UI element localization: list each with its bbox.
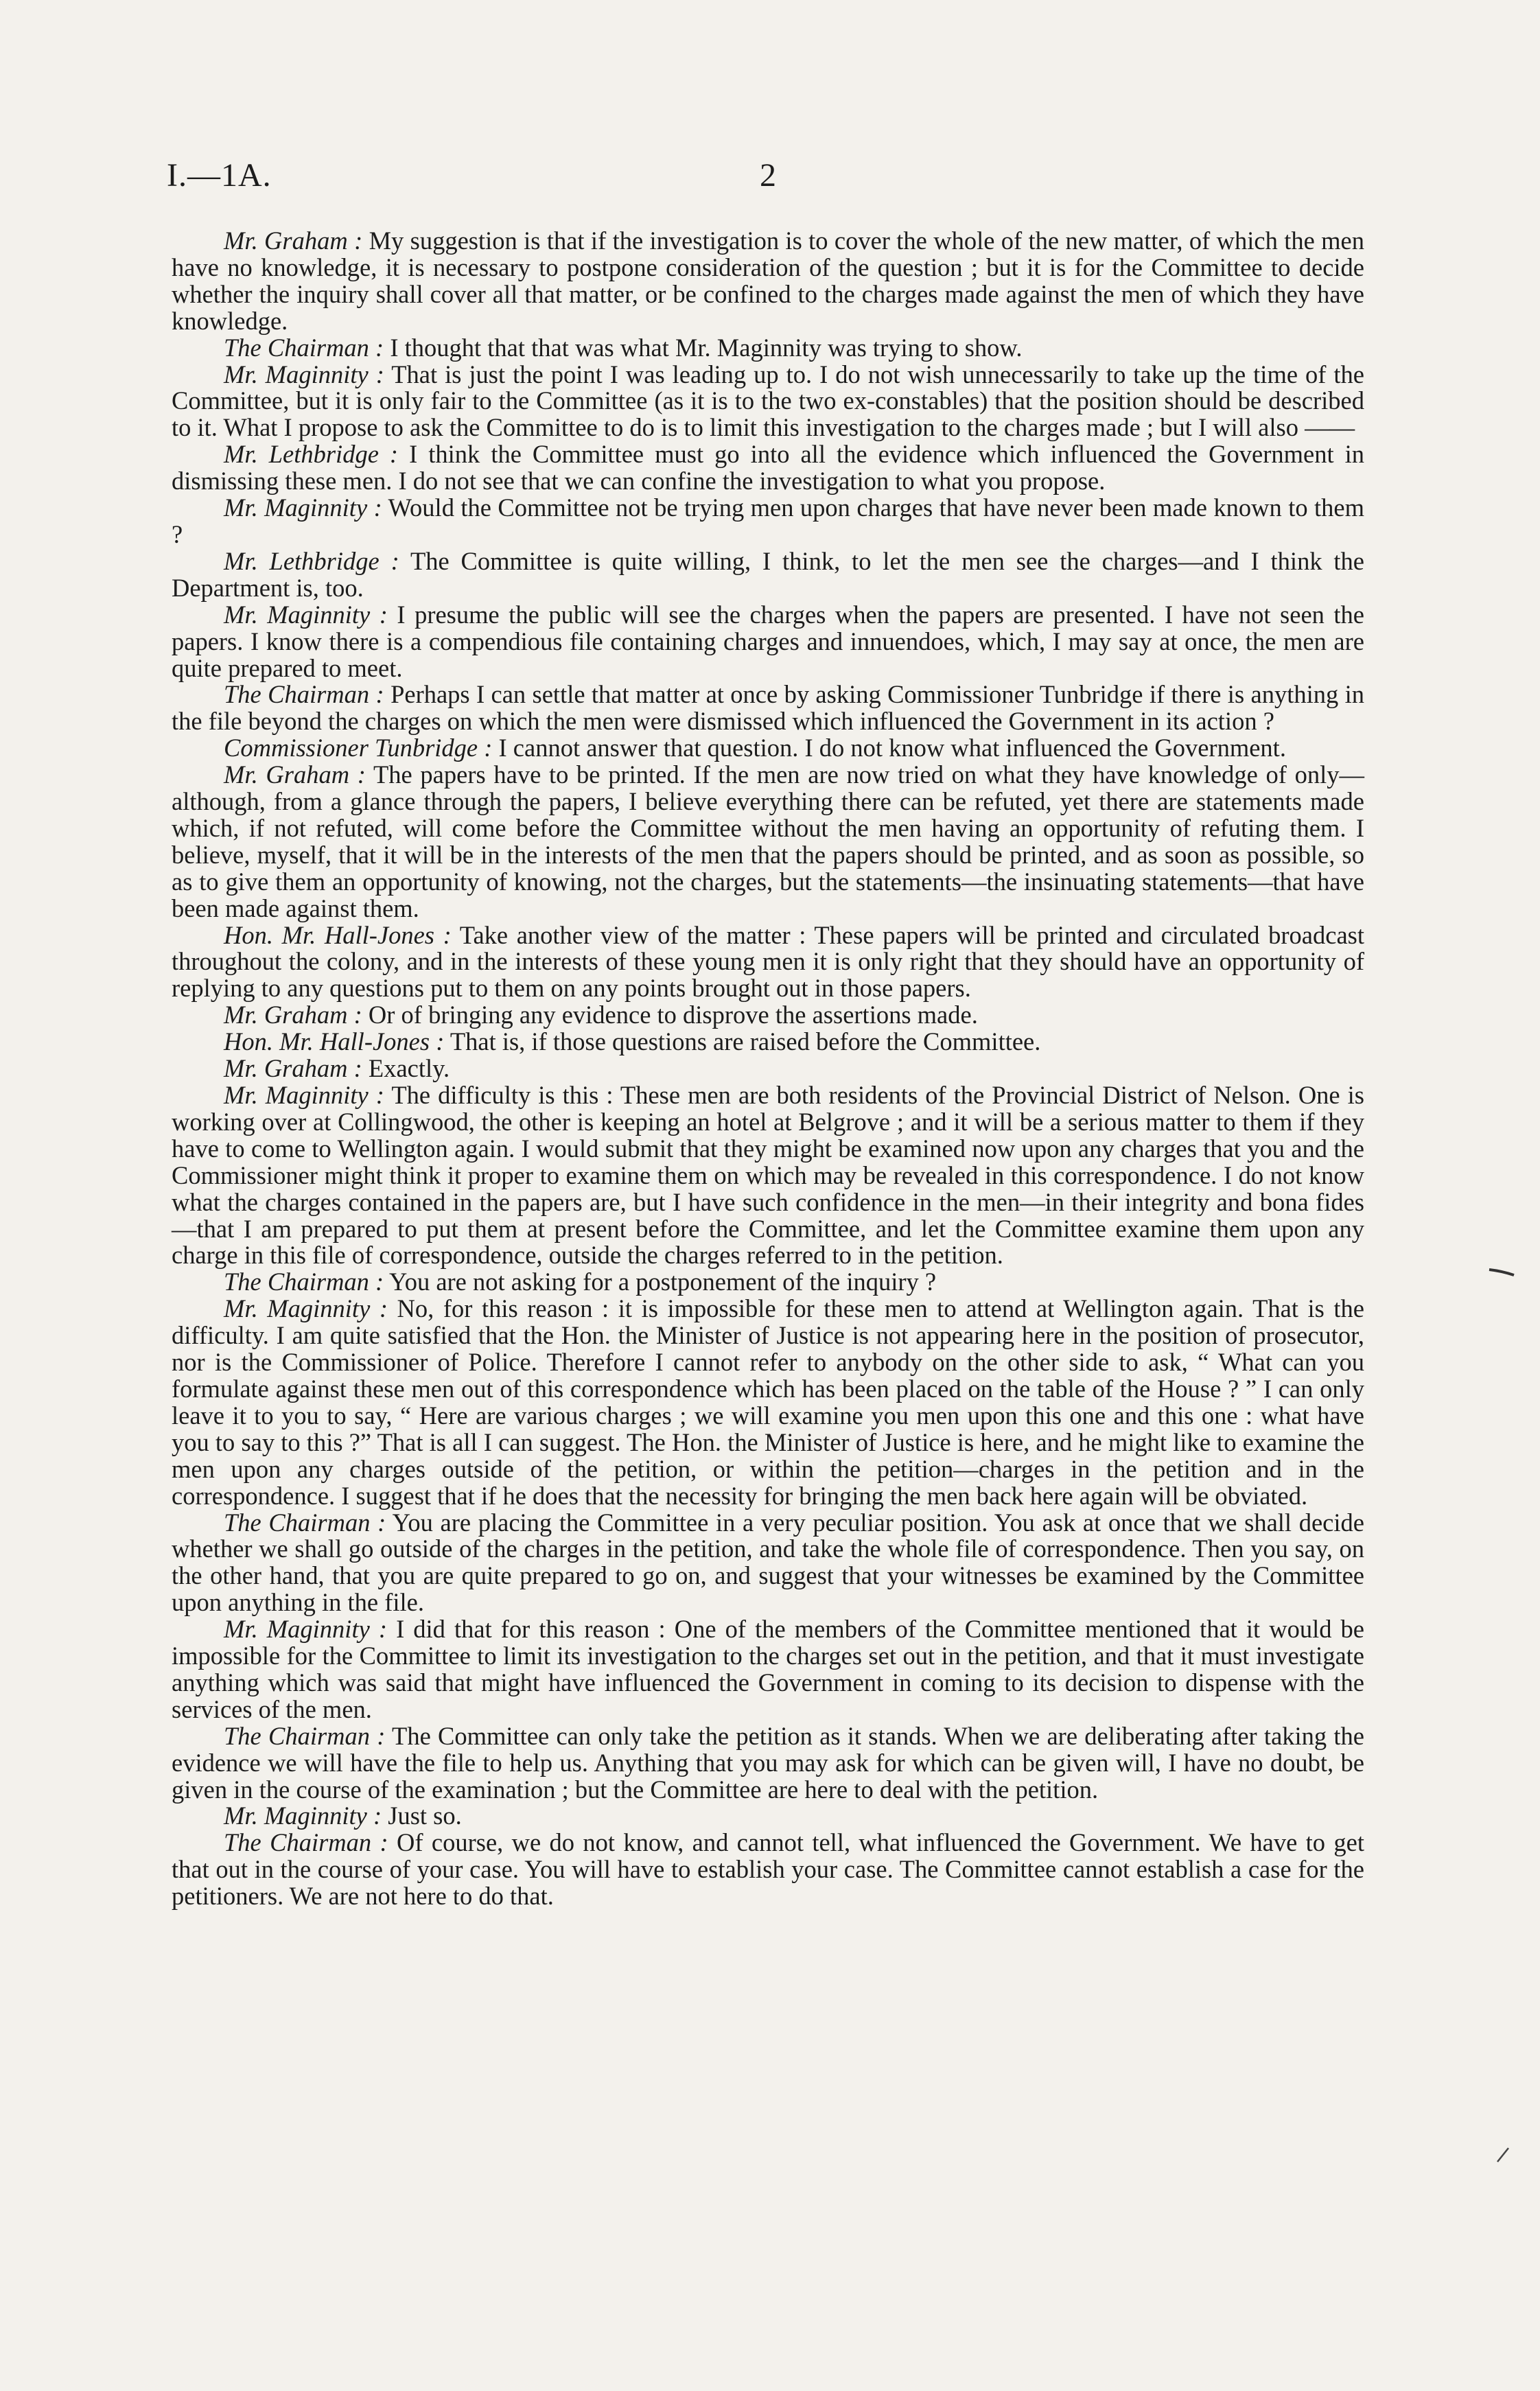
speaker-name: Hon. Mr. Hall-Jones : [224,920,452,949]
paragraph-text: You are not asking for a postponement of the inquiry ? [389,1268,937,1296]
paragraph [172,495,1364,548]
paragraph [172,548,1364,602]
paragraph-text: I cannot answer that question. I do not know what influenced the Government. [498,734,1286,762]
paragraph [172,735,1364,762]
speaker-name: Hon. Mr. Hall-Jones : [224,1027,445,1056]
speaker-name: Mr. Graham : [224,226,363,255]
speaker-name: Mr. Graham : [224,1054,362,1083]
paragraph [172,1269,1364,1296]
speaker-name: Mr. Lethbridge : [224,546,399,575]
paragraph-text: Would the Committee not be trying men upon charges that have never been made known to them ? [172,493,1364,548]
speaker-name: The Chairman : [224,1721,386,1750]
paragraph-text: The papers have to be printed. If the men are now tried on what they have knowledge of only—although, from a glance through the papers, I believe everything there can be refuted, yet there are statements made which, if not refuted, will come before the Committee without the men having an opportunity of refuting them. I believe, myself, that it will be in the interests of the men that the papers should be printed, and as soon as possible, so as to give them an opportunity of knowing, not the charges, but the statements—the insinuating statements—that have been made against them. [172,760,1364,922]
paragraph-text: Just so. [388,1801,462,1830]
paragraph [172,1055,1364,1082]
paragraph [172,681,1364,735]
speaker-name: Mr. Graham : [224,1001,362,1029]
paragraph-text: Take another view of the matter : These papers will be printed and circulated broadcast throughout the colony, and in the interests of these young men it is only right that they should have an opportunity of replying to any questions put to them on any points brought out in those papers. [172,920,1364,1003]
paragraph [172,1510,1364,1617]
paragraph [172,1616,1364,1723]
paragraph [172,228,1364,335]
page-header [167,156,1388,198]
paragraph [172,602,1364,682]
page-number: 2 [760,157,776,194]
margin-mark [1488,1267,1515,1276]
paragraph [172,441,1364,495]
margin-mark [1495,2147,1510,2165]
transcript-body [172,228,1364,1910]
speaker-name: Mr. Maginnity : [224,1081,384,1109]
paragraph-text: That is, if those questions are raised before the Committee. [450,1027,1041,1056]
paragraph-text: The Committee is quite willing, I think, to let the men see the charges—and I think the Department is, too. [172,546,1365,602]
speaker-name: Mr. Maginnity : [224,493,382,522]
speaker-name: The Chairman : [224,680,384,709]
speaker-name: Mr. Maginnity : [224,1294,388,1323]
paragraph [172,922,1364,1003]
paragraph [172,762,1364,922]
speaker-name: The Chairman : [224,333,384,362]
speaker-name: The Chairman : [224,1508,386,1537]
paragraph-text: I presume the public will see the charges when the papers are presented. I have not seen the papers. I know there is a compendious file containing charges and innuendoes, which, I may say at once, the men are quite prepared to meet. [172,600,1365,682]
speaker-name: Mr. Lethbridge : [224,440,399,469]
paragraph-text: Perhaps I can settle that matter at once by asking Commissioner Tunbridge if there is anything in the file beyond the charges on which the men were dismissed which influenced the Government in its action ? [172,680,1365,736]
paragraph [172,1803,1364,1830]
paragraph [172,1723,1364,1804]
paragraph-text: My suggestion is that if the investigation is to cover the whole of the new matter, of which the men have no knowledge, it is necessary to postpone consideration of the question ; but it is for the Committee to decide whether the inquiry shall cover all that matter, or be confined to the charges made against the men of which they have knowledge. [172,226,1364,335]
paragraph [172,1296,1364,1509]
paragraph-text: I did that for this reason : One of the members of the Committee mentioned that it would be impossible for the Committee to limit its investigation to the charges set out in the petition, and that it must investigate anything which was said that might have influenced the Government in coming to its decision to dispense with the services of the men. [172,1615,1364,1723]
paragraph [172,1029,1364,1055]
paragraph [172,362,1364,442]
paragraph [172,1830,1364,1910]
speaker-name: The Chairman : [224,1828,388,1857]
paragraph [172,1002,1364,1029]
speaker-name: Commissioner Tunbridge : [224,734,493,762]
speaker-name: Mr. Maginnity : [224,600,388,629]
speaker-name: Mr. Maginnity : [224,360,384,388]
paragraph-text: The Committee can only take the petition as it stands. When we are deliberating after taking the evidence we will have the file to help us. Anything that you may ask for which can be given will, I have no doubt, be given in the course of the examination ; but the Committee are here to deal with the petition. [172,1721,1364,1804]
paragraph-text: Exactly. [368,1054,450,1083]
paragraph [172,1082,1364,1269]
paragraph-text: Of course, we do not know, and cannot tell, what influenced the Government. We have to get that out in the course of your case. You will have to establish your case. The Committee cannot establish a case for the petitioners. We are not here to do that. [172,1828,1364,1911]
speaker-name: Mr. Graham : [224,760,366,789]
paragraph-text: I think the Committee must go into all the evidence which influenced the Government in dismissing these men. I do not see that we can confine the investigation to what you propose. [172,440,1365,495]
paragraph-text: You are placing the Committee in a very peculiar position. You ask at once that we shall decide whether we shall go outside of the charges in the petition, and take the whole file of correspondence. Then you say, on the other hand, that you are quite prepared to go on, and suggest that your witnesses be examined by the Committee upon anything in the file. [172,1508,1364,1617]
paragraph-text: The difficulty is this : These men are both residents of the Provincial District of Nelson. One is working over at Collingwood, the other is keeping an hotel at Belgrove ; and it will be a serious matter to them if they have to come to Wellington again. I would submit that they might be examined now upon any charges that you and the Commissioner might think it proper to examine them on which may be revealed in this correspondence. I do not know what the charges contained in the papers are, but I have such confidence in the men—in their integrity and bona fides—that I am prepared to put them at present before the Committee, and let the Committee examine them upon any charge in this file of correspondence, outside the charges referred to in the petition. [172,1081,1365,1270]
paragraph-text: I thought that that was what Mr. Maginnity was trying to show. [390,333,1023,362]
paragraph [172,335,1364,362]
speaker-name: Mr. Maginnity : [224,1615,387,1644]
document-reference: I.—1A. [167,157,272,194]
speaker-name: Mr. Maginnity : [224,1801,382,1830]
speaker-name: The Chairman : [224,1268,384,1296]
paragraph-text: Or of bringing any evidence to disprove the assertions made. [368,1001,978,1029]
paragraph-text: No, for this reason : it is impossible for these men to attend at Wellington again. That is the difficulty. I am quite satisfied that the Hon. the Minister of Justice is not appearing here in the position of prosecutor, nor is the Commissioner of Police. Therefore I cannot refer to anybody on the other side to ask, “ What can you formulate against these men out of this correspondence which has been placed on the table of the House ? ” I can only leave it to you to say, “ Here are various charges ; we will examine you men upon this one and this one : what have you to say to this ?” That is all I can suggest. The Hon. the Minister of Justice is here, and he might like to examine the men upon any charges outside of the petition, or within the petition—charges in the petition and in the correspondence. I suggest that if he does that the necessity for bringing the men back here again will be obviated. [172,1294,1365,1510]
paragraph-text: That is just the point I was leading up to. I do not wish unnecessarily to take up the time of the Committee, but it is only fair to the Committee (as it is to the two ex-constables) that the position should be described to it. What I propose to ask the Committee to do is to limit this investigation to the charges made ; but I will also —— [172,360,1365,442]
